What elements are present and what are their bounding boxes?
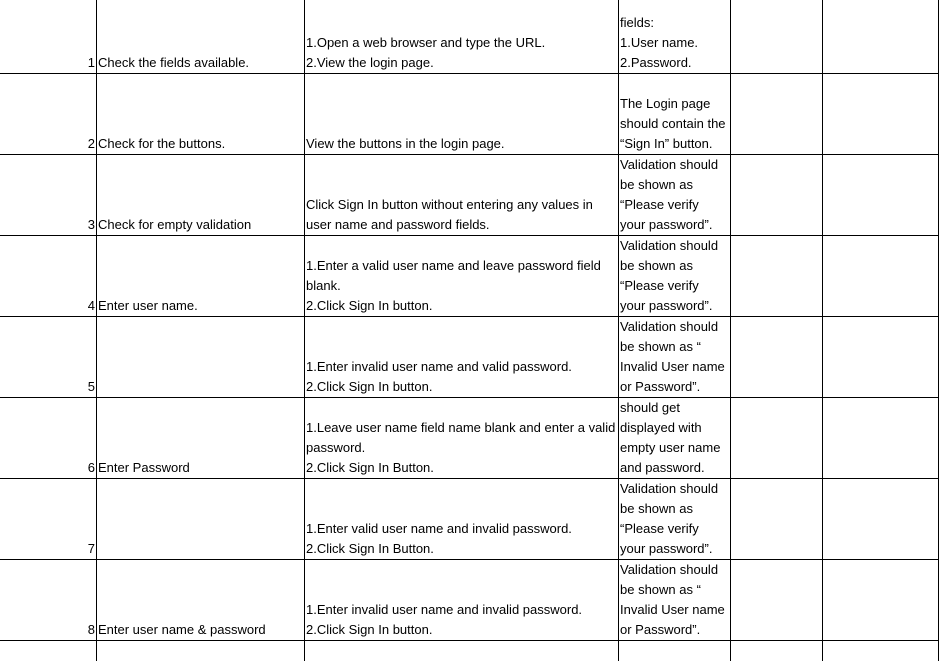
cell-empty[interactable] [731,479,823,559]
cell-empty[interactable] [731,74,823,154]
expected-line: Validation should [620,319,719,334]
cell-test-no[interactable] [0,560,97,640]
cell-empty[interactable] [823,0,939,73]
expected-line: “Sign In” button. [620,136,713,151]
expected-line: empty user name [620,440,721,455]
expected-line: or Password”. [620,379,701,394]
cell-test-no[interactable] [0,317,97,397]
cell-steps[interactable] [305,236,619,316]
cell-empty[interactable] [731,236,823,316]
step-line: 1.Enter invalid user name and invalid password. [306,602,583,617]
cell-description[interactable] [97,560,305,640]
step-line: blank. [306,278,341,293]
step-line: 2.Click Sign In button. [306,379,433,394]
cell-test-no[interactable] [0,74,97,154]
table-row-partial [0,641,939,661]
cell-description[interactable] [97,236,305,316]
cell-empty[interactable] [823,641,939,661]
expected-line: be shown as [620,177,693,192]
cell-empty[interactable] [731,641,823,661]
cell-empty[interactable] [619,641,731,661]
cell-description[interactable] [97,74,305,154]
expected-line: your password”. [620,541,713,556]
cell-test-no[interactable] [0,236,97,316]
cell-expected-result[interactable] [619,560,731,640]
expected-line: 2.Password. [620,55,692,70]
test-no-text: 4 [87,298,95,313]
cell-empty[interactable] [823,236,939,316]
expected-line: 1.User name. [620,35,699,50]
expected-line: displayed with [620,420,702,435]
cell-test-no[interactable] [0,0,97,73]
step-line: 2.Click Sign In button. [306,622,433,637]
expected-line: your password”. [620,217,713,232]
step-line: password. [306,440,366,455]
cell-empty[interactable] [97,641,305,661]
cell-empty[interactable] [823,398,939,478]
step-line: 1.Enter invalid user name and valid password. [306,359,572,374]
expected-line: Validation should [620,562,719,577]
cell-steps[interactable] [305,0,619,73]
description-text: Enter Password [98,460,190,475]
cell-steps[interactable] [305,317,619,397]
test-no-text: 2 [87,136,95,151]
test-no-text: 6 [87,460,95,475]
cell-empty[interactable] [305,641,619,661]
cell-steps[interactable] [305,479,619,559]
expected-line: or Password”. [620,622,701,637]
cell-description[interactable] [97,155,305,235]
cell-steps[interactable] [305,74,619,154]
cell-empty[interactable] [731,398,823,478]
step-line: View the buttons in the login page. [306,136,505,151]
expected-line: should get [620,400,680,415]
step-line: 1.Leave user name field name blank and enter a valid [306,420,616,435]
cell-description[interactable] [97,0,305,73]
expected-line: Invalid User name [620,602,725,617]
description-text: Check for the buttons. [98,136,226,151]
expected-line: “Please verify [620,521,699,536]
step-line: Click Sign In button without entering any values in [306,197,593,212]
cell-test-no[interactable] [0,479,97,559]
cell-expected-result[interactable] [619,236,731,316]
expected-line: Validation should [620,481,719,496]
expected-line: be shown as [620,501,693,516]
cell-empty[interactable] [0,641,97,661]
table-row [0,0,939,74]
table-row [0,479,939,560]
cell-empty[interactable] [731,0,823,73]
table-row [0,155,939,236]
cell-empty[interactable] [731,317,823,397]
cell-empty[interactable] [823,479,939,559]
table-row [0,74,939,155]
cell-description[interactable] [97,398,305,478]
cell-description[interactable] [97,317,305,397]
expected-line: Validation should [620,238,719,253]
step-line: 1.Enter valid user name and invalid password. [306,521,572,536]
description-text: Enter user name. [98,298,198,313]
table-row [0,398,939,479]
expected-line: should contain the [620,116,726,131]
test-no-text: 5 [87,379,95,394]
step-line: user name and password fields. [306,217,490,232]
step-line: 2.Click Sign In button. [306,298,433,313]
cell-expected-result[interactable] [619,398,731,478]
description-text: Enter user name & password [98,622,266,637]
expected-line: your password”. [620,298,713,313]
step-line: 1.Open a web browser and type the URL. [306,35,546,50]
cell-test-no[interactable] [0,155,97,235]
cell-expected-result[interactable] [619,155,731,235]
test-no-text: 8 [87,622,95,637]
cell-expected-result[interactable] [619,317,731,397]
expected-line: “Please verify [620,197,699,212]
test-no-text: 7 [87,541,95,556]
table-row [0,236,939,317]
expected-line: and password. [620,460,705,475]
cell-expected-result[interactable] [619,479,731,559]
cell-empty[interactable] [823,317,939,397]
description-text: Check for empty validation [98,217,252,232]
test-no-text: 3 [87,217,95,232]
table-row [0,560,939,641]
cell-expected-result[interactable] [619,0,731,73]
step-line: 2.Click Sign In Button. [306,541,434,556]
expected-line: be shown as “ [620,339,701,354]
expected-line: be shown as [620,258,693,273]
expected-line: Invalid User name [620,359,725,374]
cell-steps[interactable] [305,398,619,478]
table-row [0,317,939,398]
cell-description[interactable] [97,479,305,559]
cell-empty[interactable] [823,74,939,154]
expected-line: “Please verify [620,278,699,293]
cell-steps[interactable] [305,560,619,640]
cell-steps[interactable] [305,155,619,235]
test-no-text: 1 [87,55,95,70]
cell-test-no[interactable] [0,398,97,478]
cell-empty[interactable] [823,155,939,235]
cell-empty[interactable] [731,560,823,640]
cell-empty[interactable] [731,155,823,235]
step-line: 1.Enter a valid user name and leave password field [306,258,601,273]
step-line: 2.Click Sign In Button. [306,460,434,475]
expected-line: Validation should [620,157,719,172]
expected-line: The Login page [620,96,711,111]
cell-expected-result[interactable] [619,74,731,154]
expected-line: be shown as “ [620,582,701,597]
description-text: Check the fields available. [98,55,250,70]
step-line: 2.View the login page. [306,55,434,70]
cell-empty[interactable] [823,560,939,640]
expected-line: fields: [620,15,654,30]
